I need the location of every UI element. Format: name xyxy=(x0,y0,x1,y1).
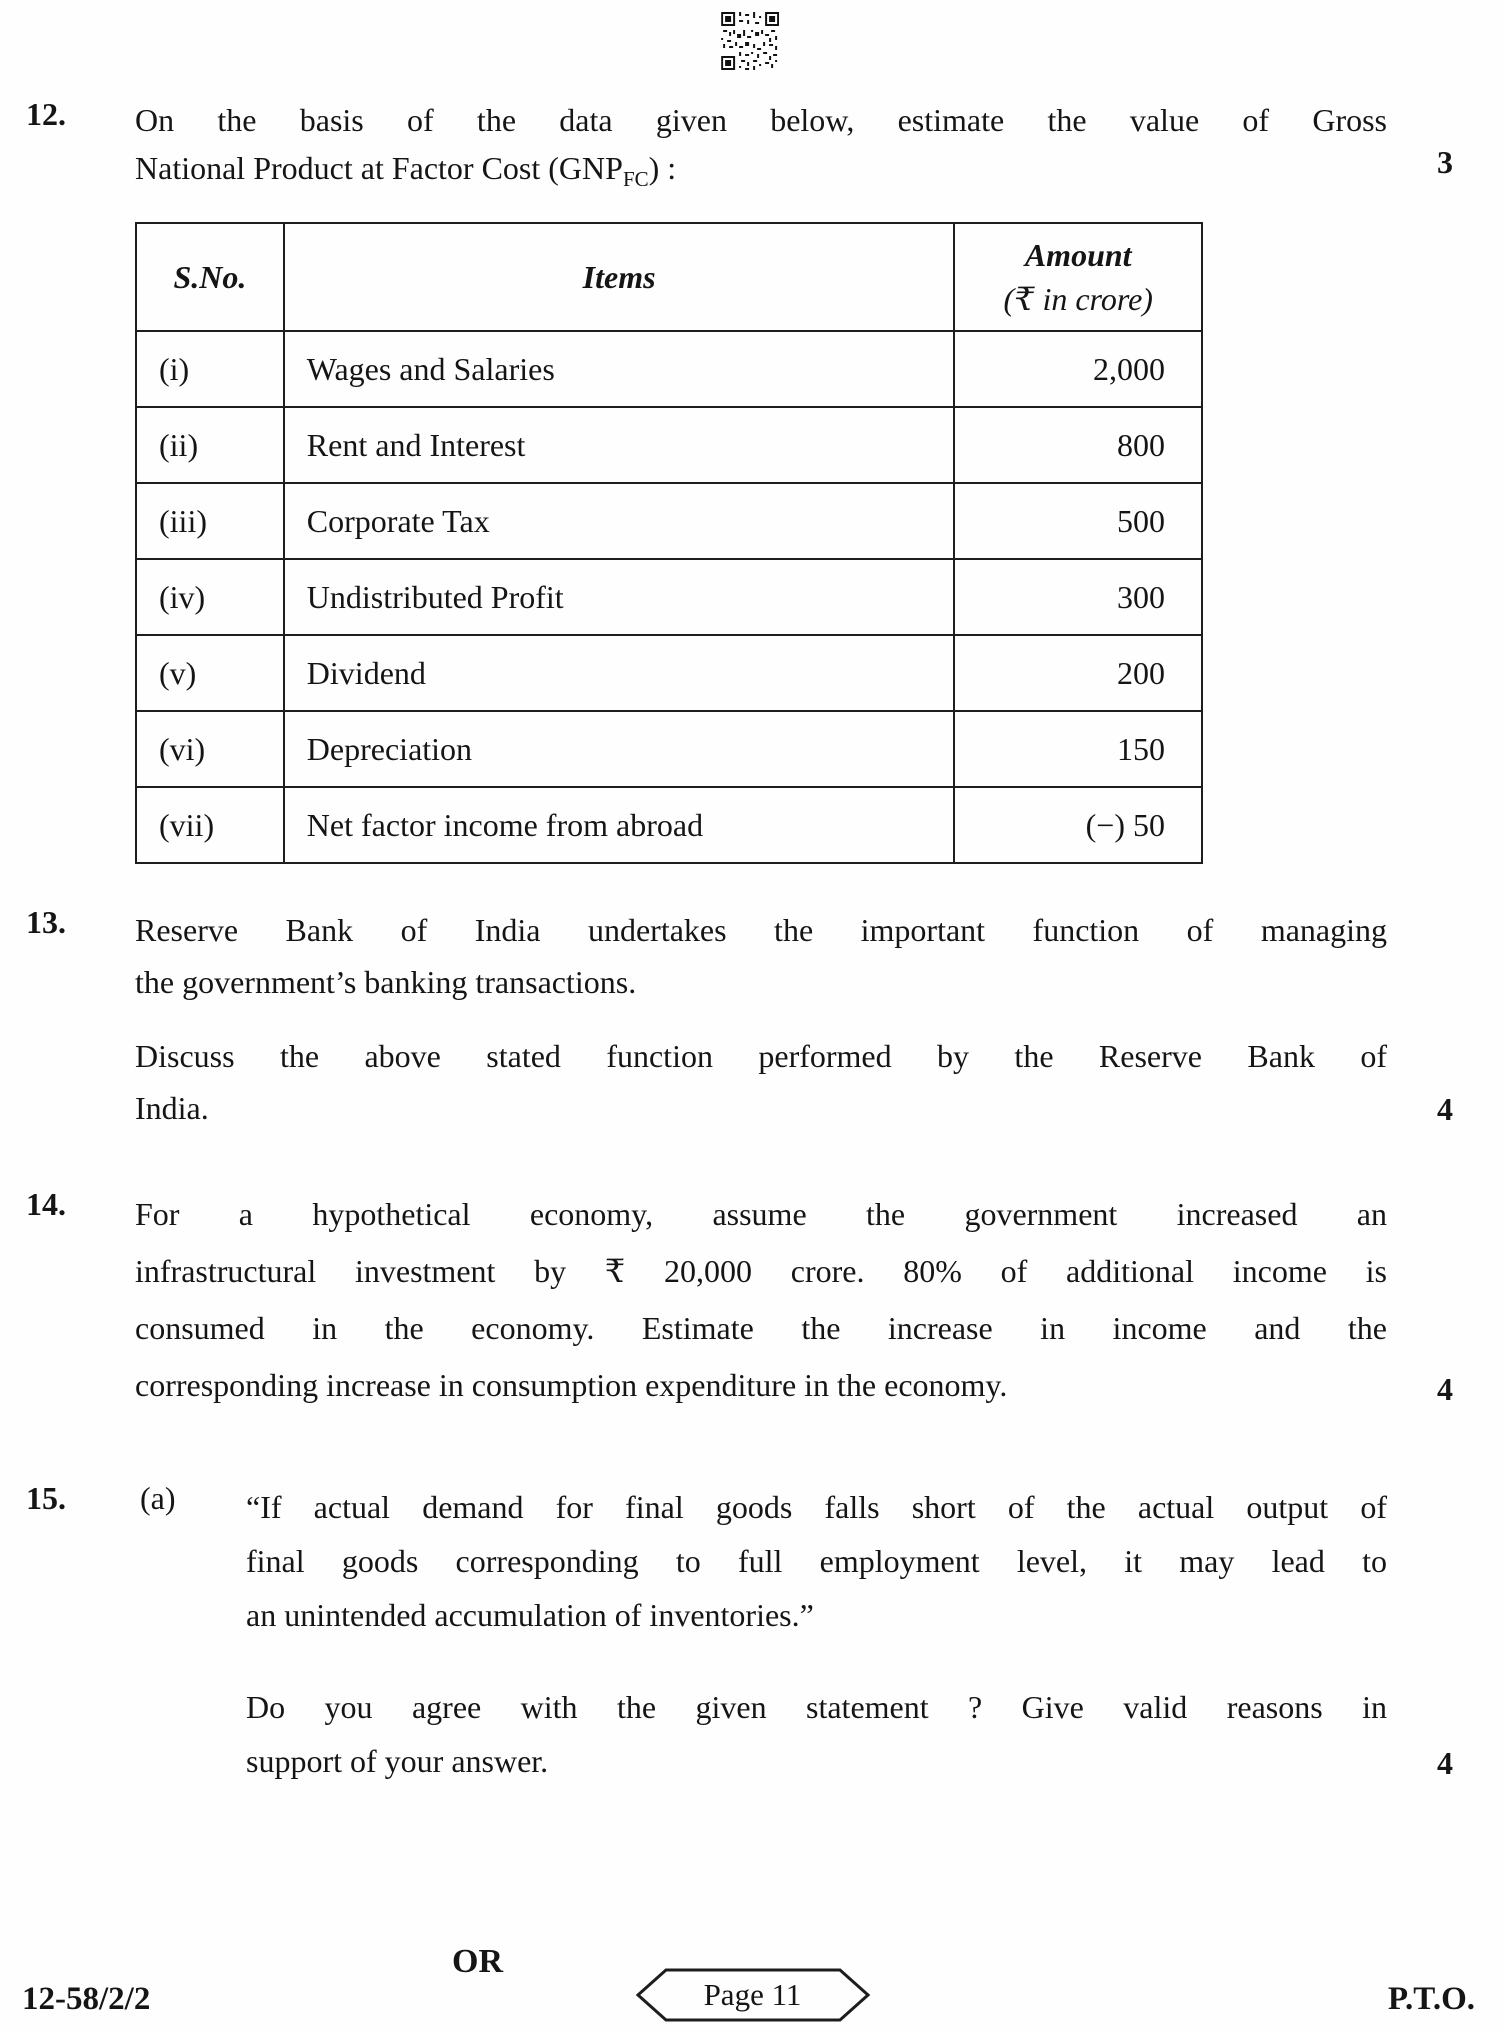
question-line: For a hypothetical economy, assume the government increased an xyxy=(135,1196,1387,1232)
question-line: final goods corresponding to full employment level, it may lead to xyxy=(246,1543,1387,1579)
question-line: infrastructural investment by ₹ 20,000 crore. 80% of additional income is xyxy=(135,1253,1387,1289)
question-12-text xyxy=(135,96,1387,192)
paragraph xyxy=(135,1030,1387,1134)
cell-sno: (vii) xyxy=(136,787,284,863)
header-sno: S.No. xyxy=(136,223,284,331)
question-line: Reserve Bank of India undertakes the important function of managing xyxy=(135,912,1387,948)
data-table xyxy=(135,222,1203,864)
question-12 xyxy=(0,96,1505,192)
question-line: Discuss the above stated function performed by the Reserve Bank of xyxy=(135,1038,1387,1074)
question-14 xyxy=(0,1186,1505,1414)
qr-code xyxy=(721,12,779,70)
cell-sno: (iii) xyxy=(136,483,284,559)
table-row xyxy=(136,407,1202,483)
question-line: On the basis of the data given below, estimate the value of Gross xyxy=(135,102,1387,138)
cell-amount: 200 xyxy=(954,635,1202,711)
question-15-text xyxy=(246,1480,1387,1788)
page-number-badge xyxy=(636,1968,870,2022)
gnp-subscript: FC xyxy=(622,167,649,191)
marks-q14: 4 xyxy=(1437,1371,1453,1407)
table-row xyxy=(136,711,1202,787)
table-row xyxy=(136,331,1202,407)
question-14-text xyxy=(135,1186,1387,1414)
question-line: Do you agree with the given statement ? Give valid reasons in xyxy=(246,1689,1387,1725)
cell-item: Wages and Salaries xyxy=(284,331,955,407)
or-separator: OR xyxy=(452,1943,503,1980)
question-12-number: 12. xyxy=(26,96,66,132)
table-row xyxy=(136,483,1202,559)
question-15-number: 15. xyxy=(26,1480,66,1516)
paper-code: 12-58/2/2 xyxy=(22,1981,151,2017)
cell-sno: (i) xyxy=(136,331,284,407)
cell-item: Undistributed Profit xyxy=(284,559,955,635)
part-a-label: (a) xyxy=(140,1480,176,1516)
paragraph xyxy=(135,904,1387,1008)
cell-amount: 800 xyxy=(954,407,1202,483)
cell-item: Rent and Interest xyxy=(284,407,955,483)
question-line: the government’s banking transactions. xyxy=(135,964,637,1000)
table-header-row xyxy=(136,223,1202,331)
table-row xyxy=(136,787,1202,863)
cell-sno: (iv) xyxy=(136,559,284,635)
question-line: corresponding increase in consumption expenditure in the economy. xyxy=(135,1367,1008,1403)
question-15 xyxy=(0,1480,1505,1788)
question-13 xyxy=(0,904,1505,1134)
cell-sno: (ii) xyxy=(136,407,284,483)
cell-amount: 150 xyxy=(954,711,1202,787)
paragraph xyxy=(246,1480,1387,1642)
header-amount-line2: (₹ in crore) xyxy=(1003,281,1153,317)
cell-amount: 300 xyxy=(954,559,1202,635)
page-number: Page 11 xyxy=(703,1977,802,2012)
paragraph xyxy=(246,1680,1387,1788)
question-line xyxy=(135,144,1387,192)
marks-q12: 3 xyxy=(1437,144,1453,180)
question-line: consumed in the economy. Estimate the increase in income and the xyxy=(135,1310,1387,1346)
page-footer xyxy=(0,1968,1505,2022)
marks-q15: 4 xyxy=(1437,1745,1453,1781)
question-line-text: ) : xyxy=(648,150,677,186)
question-13-text xyxy=(135,904,1387,1134)
cell-item: Depreciation xyxy=(284,711,955,787)
question-line: India. xyxy=(135,1090,209,1126)
header-amount-line1: Amount xyxy=(1024,237,1132,273)
question-line-text: National Product at Factor Cost (GNP xyxy=(135,150,623,186)
question-line: support of your answer. xyxy=(246,1743,549,1779)
cell-amount: 2,000 xyxy=(954,331,1202,407)
marks-q13: 4 xyxy=(1437,1091,1453,1127)
cell-amount: (−) 50 xyxy=(954,787,1202,863)
table-row xyxy=(136,559,1202,635)
pto-label: P.T.O. xyxy=(1387,1981,1475,2017)
cell-sno: (vi) xyxy=(136,711,284,787)
question-line: an unintended accumulation of inventories.” xyxy=(246,1597,814,1633)
question-13-number: 13. xyxy=(26,904,66,940)
header-items: Items xyxy=(284,223,955,331)
cell-amount: 500 xyxy=(954,483,1202,559)
table-row xyxy=(136,635,1202,711)
cell-item: Dividend xyxy=(284,635,955,711)
header-amount xyxy=(954,223,1202,331)
q12-table-wrapper xyxy=(135,222,1505,864)
cell-item: Corporate Tax xyxy=(284,483,955,559)
cell-sno: (v) xyxy=(136,635,284,711)
question-line: “If actual demand for final goods falls short of the actual output of xyxy=(246,1489,1387,1525)
question-14-number: 14. xyxy=(26,1186,66,1222)
cell-item: Net factor income from abroad xyxy=(284,787,955,863)
